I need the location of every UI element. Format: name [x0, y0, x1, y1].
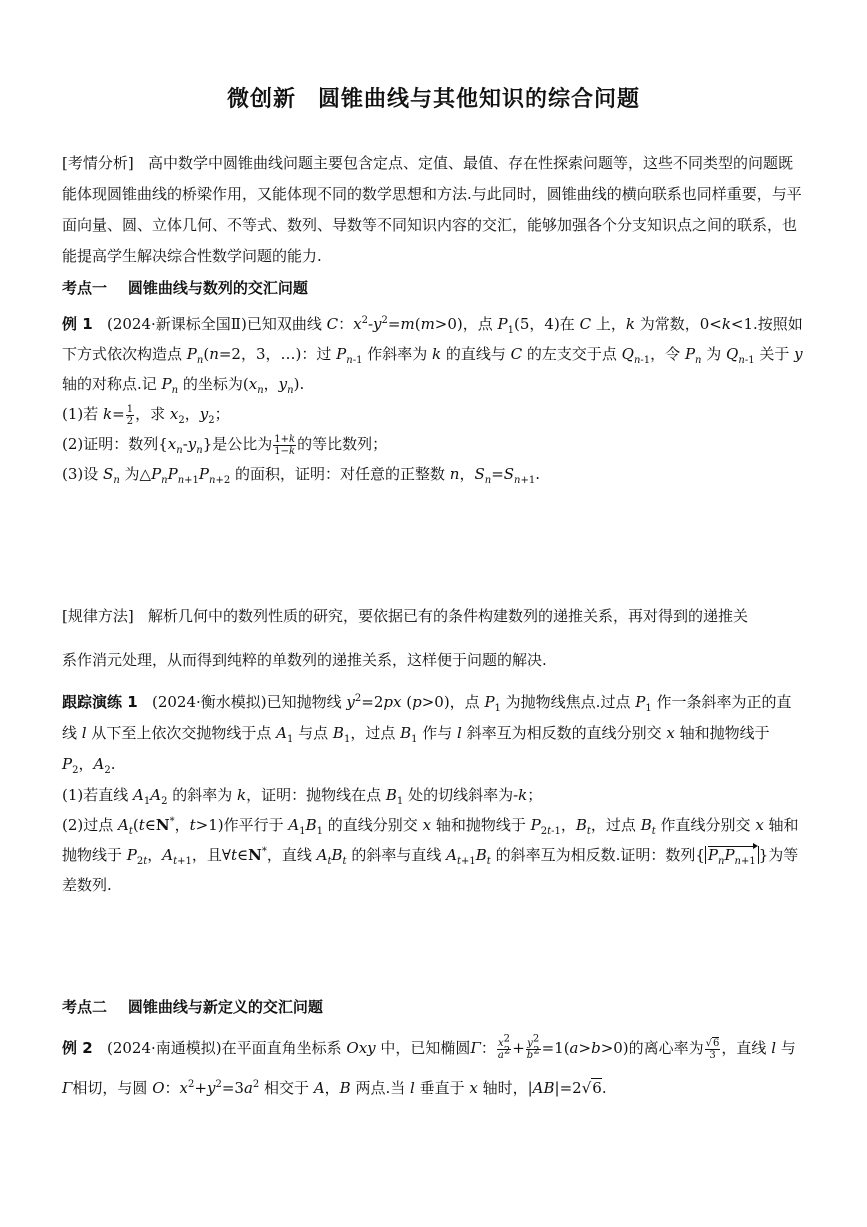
example1-part2: (2)证明：数列$\{x_n-y_n\}$是公比为 $\frac{1+k}{1-k}$ 的等比数列； — [62, 433, 388, 457]
example1-source: (2024·新课标全国Ⅱ) — [106, 315, 247, 333]
practice1-label: 跟踪演练 1 — [62, 693, 138, 711]
point2-title: 圆锥曲线与新定义的交汇问题 — [127, 998, 323, 1016]
practice1-block — [62, 687, 804, 900]
rule-label: [规律方法] — [62, 607, 134, 625]
example1-part3: (3)设 $S_n$ 为$\triangle P_nP_{n+1}P_{n+2}$ 的面积，证明：对任意的正整数 n，$S_n=S_{n+1}$. — [62, 465, 541, 486]
analysis-text: 高中数学中圆锥曲线问题主要包含定点、定值、最值、存在性探索问题等，这些不同类型的问题既能体现圆锥曲线的桥梁作用，又能体现不同的数学思想和方法.与此同时，圆锥曲线的横向联系也同样重要，与平面向量、圆、立体几何、不等式、数列、导数等不同知识内容的交汇，能够加强各个分支知识点之间的联系，也能提高学生解决综合性数学问题的能力. — [62, 154, 802, 265]
example2-source: (2024·南通模拟) — [106, 1039, 222, 1057]
rule-line1: 解析几何中的数列性质的研究，要依据已有的条件构建数列的递推关系，再对得到的递推关 — [148, 607, 749, 625]
title-part1: 微创新 — [226, 87, 296, 112]
example1-stem: 例 1 (2024·新课标全国Ⅱ)已知双曲线 C：$x^2-y^2=m(m>0)$，点 $P_1(5$，4)在 C 上，k 为常数，0<k<1.按照如下方式依次构造点 $P_n(n=2$，3，…)：过 $P_{n-1}$ 作斜率为 k 的直线与 C 的左支交于点 $Q_{n-1}$，令 $P_n$ 为 $Q_{n-1}$ 关于 y 轴的对称点.记 $P_n$ 的坐标为($x_n$，$y_n$). — [62, 315, 803, 396]
rule-line2: 系作消元处理，从而得到纯粹的单数列的递推关系，这样便于问题的解决. — [62, 651, 547, 669]
example1-label: 例 1 — [62, 315, 93, 333]
example2-label: 例 2 — [62, 1039, 93, 1057]
practice1-stem: 跟踪演练 1 (2024·衡水模拟)已知抛物线 $y^2=2px$ (p>0)，点 $P_1$ 为抛物线焦点.过点 $P_1$ 作一条斜率为正的直线 l 从下至上依次交抛物线于点 $A_1$ 与点 $B_1$，过点 $B_1$ 作与 l 斜率互为相反数的直线分别交 x 轴和抛物线于 $P_2$，$A_2$. — [62, 693, 792, 776]
example1-part1: (1)若 k= $\frac{1}{2}$ ，求 $x_2$，$y_2$； — [62, 403, 230, 427]
example1-block — [62, 309, 804, 489]
point2-label: 考点二 — [62, 998, 108, 1016]
practice1-part2: (2)过点 $A_t(t\in N^*$，t>1)作平行于 $A_1B_1$ 的直线分别交 x 轴和抛物线于 $P_{2t-1}$，$B_t$，过点 $B_t$ 作直线分别交 x 轴和抛物线于 $P_{2t}$，$A_{t+1}$，且∀t∈N*，直线 $A_tB_t$ 的斜率与直线 $A_{t+1}B_t$ 的斜率互为相反数.证明：数列{ $P_nP_{n+1}$ }为等差数列. — [62, 816, 799, 894]
analysis-label: [考情分析] — [62, 154, 134, 172]
rule-paragraph — [62, 594, 804, 682]
point2-heading — [62, 996, 323, 1017]
title-part2: 圆锥曲线与其他知识的综合问题 — [318, 87, 641, 112]
example2-block: 例 2 (2024·南通模拟)在平面直角坐标系 Oxy 中，已知椭圆Γ： $\frac{x^2}{a^2}$ + $\frac{y^2}{b^2}$ =1(a>b>0)的离心率为 $\frac{√6}{3}$ ，直线 l 与 Γ相切，与圆 O：$x^2+y^2=3a^2$ 相交于 A，B 两点.当 l 垂直于 x 轴时，|AB|=2√6. — [62, 1033, 796, 1097]
point1-label: 考点一 — [62, 279, 108, 297]
practice1-part1: (1)若直线 $A_1A_2$ 的斜率为 k，证明：抛物线在点 $B_1$ 处的切线斜率为-k； — [62, 786, 543, 807]
point1-heading — [62, 277, 308, 298]
point1-title: 圆锥曲线与数列的交汇问题 — [127, 279, 308, 297]
analysis-paragraph — [62, 148, 804, 272]
page-title — [0, 82, 867, 113]
practice1-source: (2024·衡水模拟) — [151, 693, 267, 711]
